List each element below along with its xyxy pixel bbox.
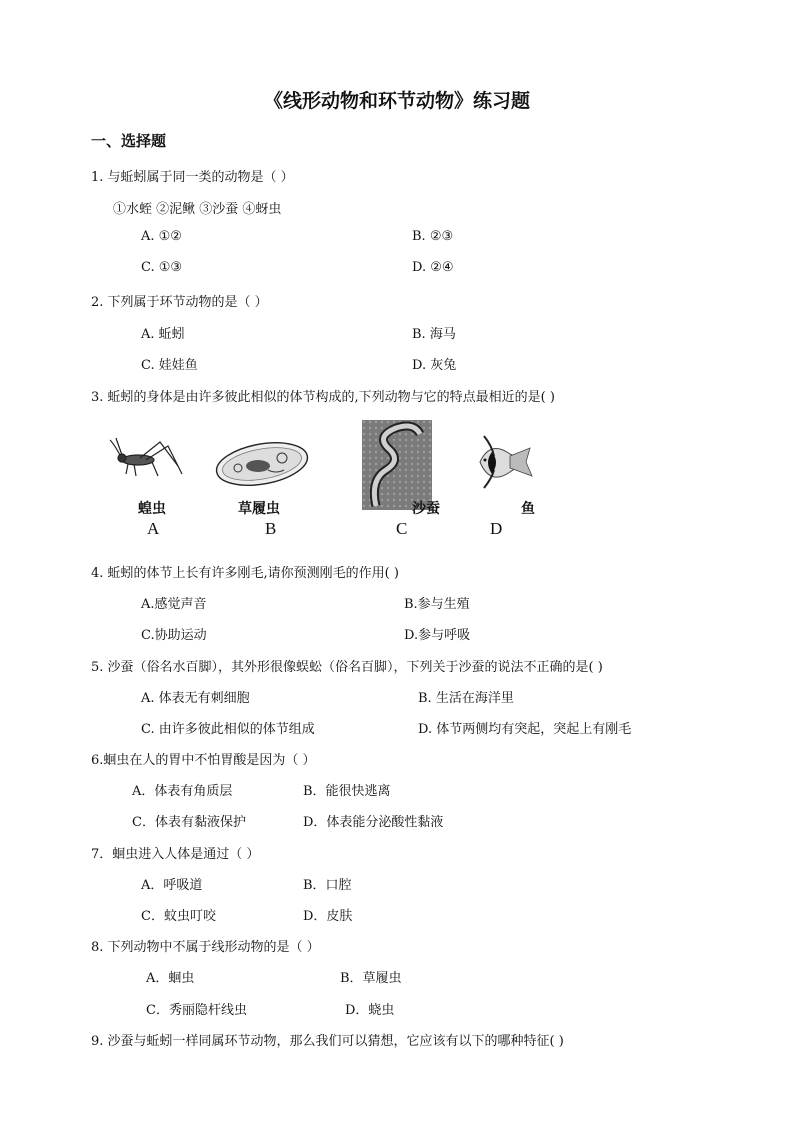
question-2-option-c[interactable]: C. 娃娃鱼: [141, 358, 198, 373]
question-5-option-a[interactable]: A. 体表无有刺细胞: [141, 691, 250, 706]
question-4-option-a[interactable]: A.感觉声音: [141, 597, 207, 612]
question-5-option-b[interactable]: B. 生活在海洋里: [418, 691, 514, 706]
question-6-stem: 6.蛔虫在人的胃中不怕胃酸是因为（ ）: [91, 753, 316, 768]
question-2-option-a[interactable]: A. 蚯蚓: [141, 327, 185, 342]
question-8-option-d[interactable]: D．蛲虫: [345, 1003, 395, 1018]
question-4-option-c[interactable]: C.协助运动: [141, 628, 207, 643]
question-7-option-d[interactable]: D．皮肤: [303, 909, 353, 924]
question-8-option-a[interactable]: A．蛔虫: [146, 971, 195, 986]
question-1-option-c[interactable]: C. ①③: [141, 260, 183, 275]
question-8-option-c[interactable]: C．秀丽隐杆线虫: [146, 1003, 247, 1018]
grasshopper-image: [108, 436, 184, 480]
question-7-option-b[interactable]: B．口腔: [303, 878, 352, 893]
question-6-option-a[interactable]: A．体表有角质层: [132, 784, 233, 799]
question-2-stem: 2. 下列属于环节动物的是（ ）: [91, 295, 268, 310]
question-4-stem: 4. 蚯蚓的体节上长有许多刚毛,请你预测刚毛的作用( ): [91, 566, 399, 581]
question-2-option-d[interactable]: D. 灰兔: [412, 358, 457, 373]
figure-d-letter: D: [490, 519, 503, 538]
figure-c-label: 沙蚕: [412, 501, 440, 517]
question-8-stem: 8. 下列动物中不属于线形动物的是（ ）: [91, 940, 320, 955]
question-3-stem: 3. 蚯蚓的身体是由许多彼此相似的体节构成的,下列动物与它的特点最相近的是( ): [91, 390, 555, 405]
question-5-option-c[interactable]: C. 由许多彼此相似的体节组成: [141, 722, 315, 737]
question-8-option-b[interactable]: B．草履虫: [340, 971, 402, 986]
figure-c-letter: C: [396, 519, 408, 538]
paramecium-image: [212, 440, 312, 488]
figure-b-label: 草履虫: [238, 501, 280, 517]
section-heading: 一、选择题: [91, 132, 167, 150]
question-5-option-d[interactable]: D. 体节两侧均有突起，突起上有刚毛: [418, 722, 632, 737]
figure-a-letter: A: [147, 519, 160, 538]
question-6-option-d[interactable]: D．体表能分泌酸性黏液: [303, 815, 444, 830]
question-1-option-b[interactable]: B. ②③: [412, 229, 454, 244]
fish-image: [470, 432, 536, 492]
page-title: 《线形动物和环节动物》练习题: [263, 90, 530, 112]
sandworm-image: [362, 420, 432, 510]
question-2-option-b[interactable]: B. 海马: [412, 327, 456, 342]
question-4-option-d[interactable]: D.参与呼吸: [404, 628, 471, 643]
question-1-option-a[interactable]: A. ①②: [141, 229, 182, 244]
question-7-option-c[interactable]: C．蚊虫叮咬: [141, 909, 216, 924]
question-4-option-b[interactable]: B.参与生殖: [404, 597, 470, 612]
question-1-items: ①水蛭 ②泥鳅 ③沙蚕 ④蚜虫: [113, 202, 282, 217]
figure-a-label: 蝗虫: [138, 501, 166, 517]
figure-b-letter: B: [265, 519, 277, 538]
question-9-stem: 9. 沙蚕与蚯蚓一样同属环节动物，那么我们可以猜想，它应该有以下的哪种特征( ): [91, 1034, 564, 1049]
question-1-stem: 1. 与蚯蚓属于同一类的动物是（ ）: [91, 170, 294, 185]
question-6-option-b[interactable]: B．能很快逃离: [303, 784, 391, 799]
question-7-stem: 7．蛔虫进入人体是通过（ ）: [91, 847, 260, 862]
question-5-stem: 5. 沙蚕（俗名水百脚），其外形很像蜈蚣（俗名百脚），下列关于沙蚕的说法不正确的是( ): [91, 660, 603, 675]
question-6-option-c[interactable]: C．体表有黏液保护: [132, 815, 246, 830]
question-7-option-a[interactable]: A．呼吸道: [141, 878, 203, 893]
question-1-option-d[interactable]: D. ②④: [412, 260, 454, 275]
figure-d-label: 鱼: [521, 501, 535, 517]
